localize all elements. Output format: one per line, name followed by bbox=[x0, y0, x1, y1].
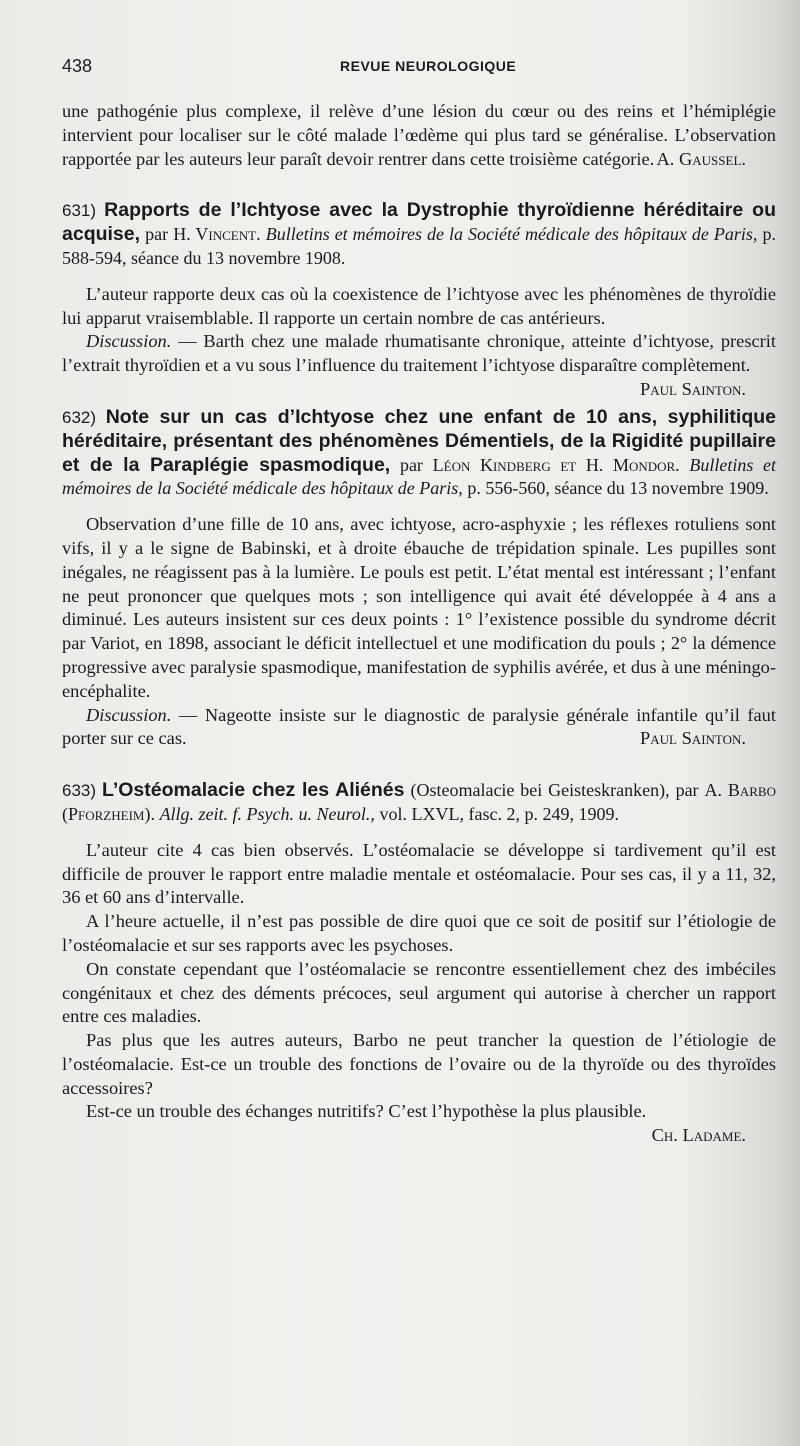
entry-author: H. Vincent. bbox=[173, 224, 261, 245]
entry-631 bbox=[62, 199, 777, 399]
entry-number: 631) bbox=[62, 201, 97, 221]
signature: Paul Sainton. bbox=[640, 728, 746, 749]
entry-heading: 632) Note sur un cas d’Ichtyose chez une enfant de 10 ans, syphilitique héréditaire, présentant des phénomènes Démentiels, de la Rigidité pupillaire et de la Paraplégie spasmodique, par Léon Kindberg et H. Mondor. Bulletins et mémoires de la Société médicale des hôpitaux de Paris, p. 556-560, séance du 13 novembre 1909. bbox=[62, 405, 776, 499]
page-number: 438 bbox=[62, 56, 93, 76]
entry-author: A. Barbo (Pforzheim). bbox=[62, 780, 776, 824]
entry-source: Allg. zeit. f. Psych. u. Neurol., bbox=[159, 803, 375, 824]
entry-632 bbox=[62, 406, 776, 751]
entry-title: Rapports de l’Ichtyose avec la Dystrophie thyroïdienne héréditaire ou acquise, bbox=[62, 199, 776, 246]
running-head bbox=[62, 56, 776, 84]
entry-number: 633) bbox=[62, 781, 97, 801]
entry-title: Note sur un cas d’Ichtyose chez une enfant de 10 ans, syphilitique héréditaire, présentant des phénomènes Démentiels, de la Rigidité pupillaire et de la Paraplégie spasmodique, bbox=[62, 405, 776, 476]
signature: Paul Sainton. bbox=[640, 378, 746, 399]
entry-paragraph: Observation d’une fille de 10 ans, avec ichtyose, acro-asphyxie ; les réflexes rotuliens sont vifs, il y a le signe de Babinski, et à droite ébauche de trépidation spinale. Les pupilles sont inégales, ne réagissent pas à la lumière. Le pouls est petit. L’état mental est intéressant ; l’enfant ne peut prononcer que quelques mots ; son intelligence qui avait été développée à 4 ans a diminué. Les auteurs insistent sur ces deux points : 1° l’existence possible du syndrome décrit par Variot, en 1898, associant le déficit intellectuel et une modification du pouls ; 2° la démence progressive avec paralysie spasmodique, manifestation de syphilis avérée, et dus à une méningo-encéphalite. bbox=[62, 514, 776, 701]
entry-paragraph: Pas plus que les autres auteurs, Barbo ne peut trancher la question de l’étiologie de l’ostéomalacie. Est-ce un trouble des fonctions de l’ovaire ou de la thyroïde ou des thyroïdes accessoires? bbox=[62, 1030, 776, 1098]
entry-633 bbox=[62, 779, 776, 1148]
entry-pages: vol. LXVL, fasc. 2, p. 249, 1909. bbox=[379, 803, 619, 824]
intro-section bbox=[62, 100, 776, 171]
entry-paragraph: L’auteur rapporte deux cas où la coexistence de l’ichtyose avec les phénomènes de thyroïdie lui apparut vraisemblable. Il rapporte un certain nombre de cas antérieurs. bbox=[62, 283, 776, 328]
entry-paragraph: A l’heure actuelle, il n’est pas possible de dire quoi que ce soit de positif sur l’étiologie de l’ostéomalacie et sur ses rapports avec les psychoses. bbox=[62, 911, 776, 955]
entry-source: Bulletins et mémoires de la Société médicale des hôpitaux de Paris, bbox=[62, 454, 776, 499]
entry-subtitle: (Osteomalacie bei Geisteskranken), bbox=[410, 780, 670, 801]
entry-discussion: Discussion. — Barth chez une malade rhumatisante chronique, atteinte d’ichtyose, prescrit l’extrait thyroïdien et a vu sous l’influence du traitement l’ichtyose disparaître complètement. Paul Sainton. bbox=[62, 330, 776, 378]
entry-pages: p. 588-594, séance du 13 novembre 1908. bbox=[62, 224, 777, 268]
entry-source: Bulletins et mémoires de la Société médicale des hôpitaux de Paris, bbox=[265, 224, 758, 245]
entry-heading: 633) L’Ostéomalacie chez les Aliénés (Osteomalacie bei Geisteskranken), par A. Barbo (Pforzheim). Allg. zeit. f. Psych. u. Neurol., vol. LXVL, fasc. 2, p. 249, 1909. bbox=[62, 779, 776, 824]
entry-paragraph: Est-ce un trouble des échanges nutritifs? C’est l’hypothèse la plus plausible. bbox=[86, 1101, 647, 1122]
entry-author: Léon Kindberg et H. Mondor. bbox=[432, 454, 680, 475]
entry-paragraph: L’auteur cite 4 cas bien observés. L’ostéomalacie se développe si tardivement qu’il est difficile de prouver le rapport entre maladie mentale et ostéomalacie. Pour ses cas, il y a 11, 32, 36 et 60 ans d’intervalle. bbox=[62, 839, 776, 908]
intro-paragraph: une pathogénie plus complexe, il relève d’une lésion du cœur ou des reins et l’hémiplégie intervient pour localiser sur le côté malade l’œdème qui plus tard se généralise. L’observation rapportée par les auteurs leur paraît devoir rentrer dans cette troisième catégorie. A. Gaussel. bbox=[62, 100, 776, 171]
journal-title: REVUE NEUROLOGIQUE bbox=[340, 58, 517, 74]
entry-paragraph: On constate cependant que l’ostéomalacie se rencontre essentiellement chez des imbéciles congénitaux et chez des déments précoces, seul argument qui autorise à chercher un rapport entre ces maladies. bbox=[62, 958, 776, 1027]
entry-heading: 631) Rapports de l’Ichtyose avec la Dystrophie thyroïdienne héréditaire ou acquise, par H. Vincent. Bulletins et mémoires de la Société médicale des hôpitaux de Paris, p. 588-594, séance du 13 novembre 1908. bbox=[62, 199, 777, 268]
signature: A. Gaussel. bbox=[656, 148, 746, 169]
entry-title: L’Ostéomalacie chez les Aliénés bbox=[102, 779, 405, 802]
entry-pages: p. 556-560, séance du 13 novembre 1909. bbox=[467, 478, 769, 499]
entry-number: 632) bbox=[62, 407, 97, 427]
signature: Ch. Ladame. bbox=[651, 1125, 746, 1146]
entry-discussion: Discussion. — Nageotte insiste sur le diagnostic de paralysie générale infantile qu’il faut porter sur ce cas. Paul Sainton. bbox=[62, 704, 776, 752]
